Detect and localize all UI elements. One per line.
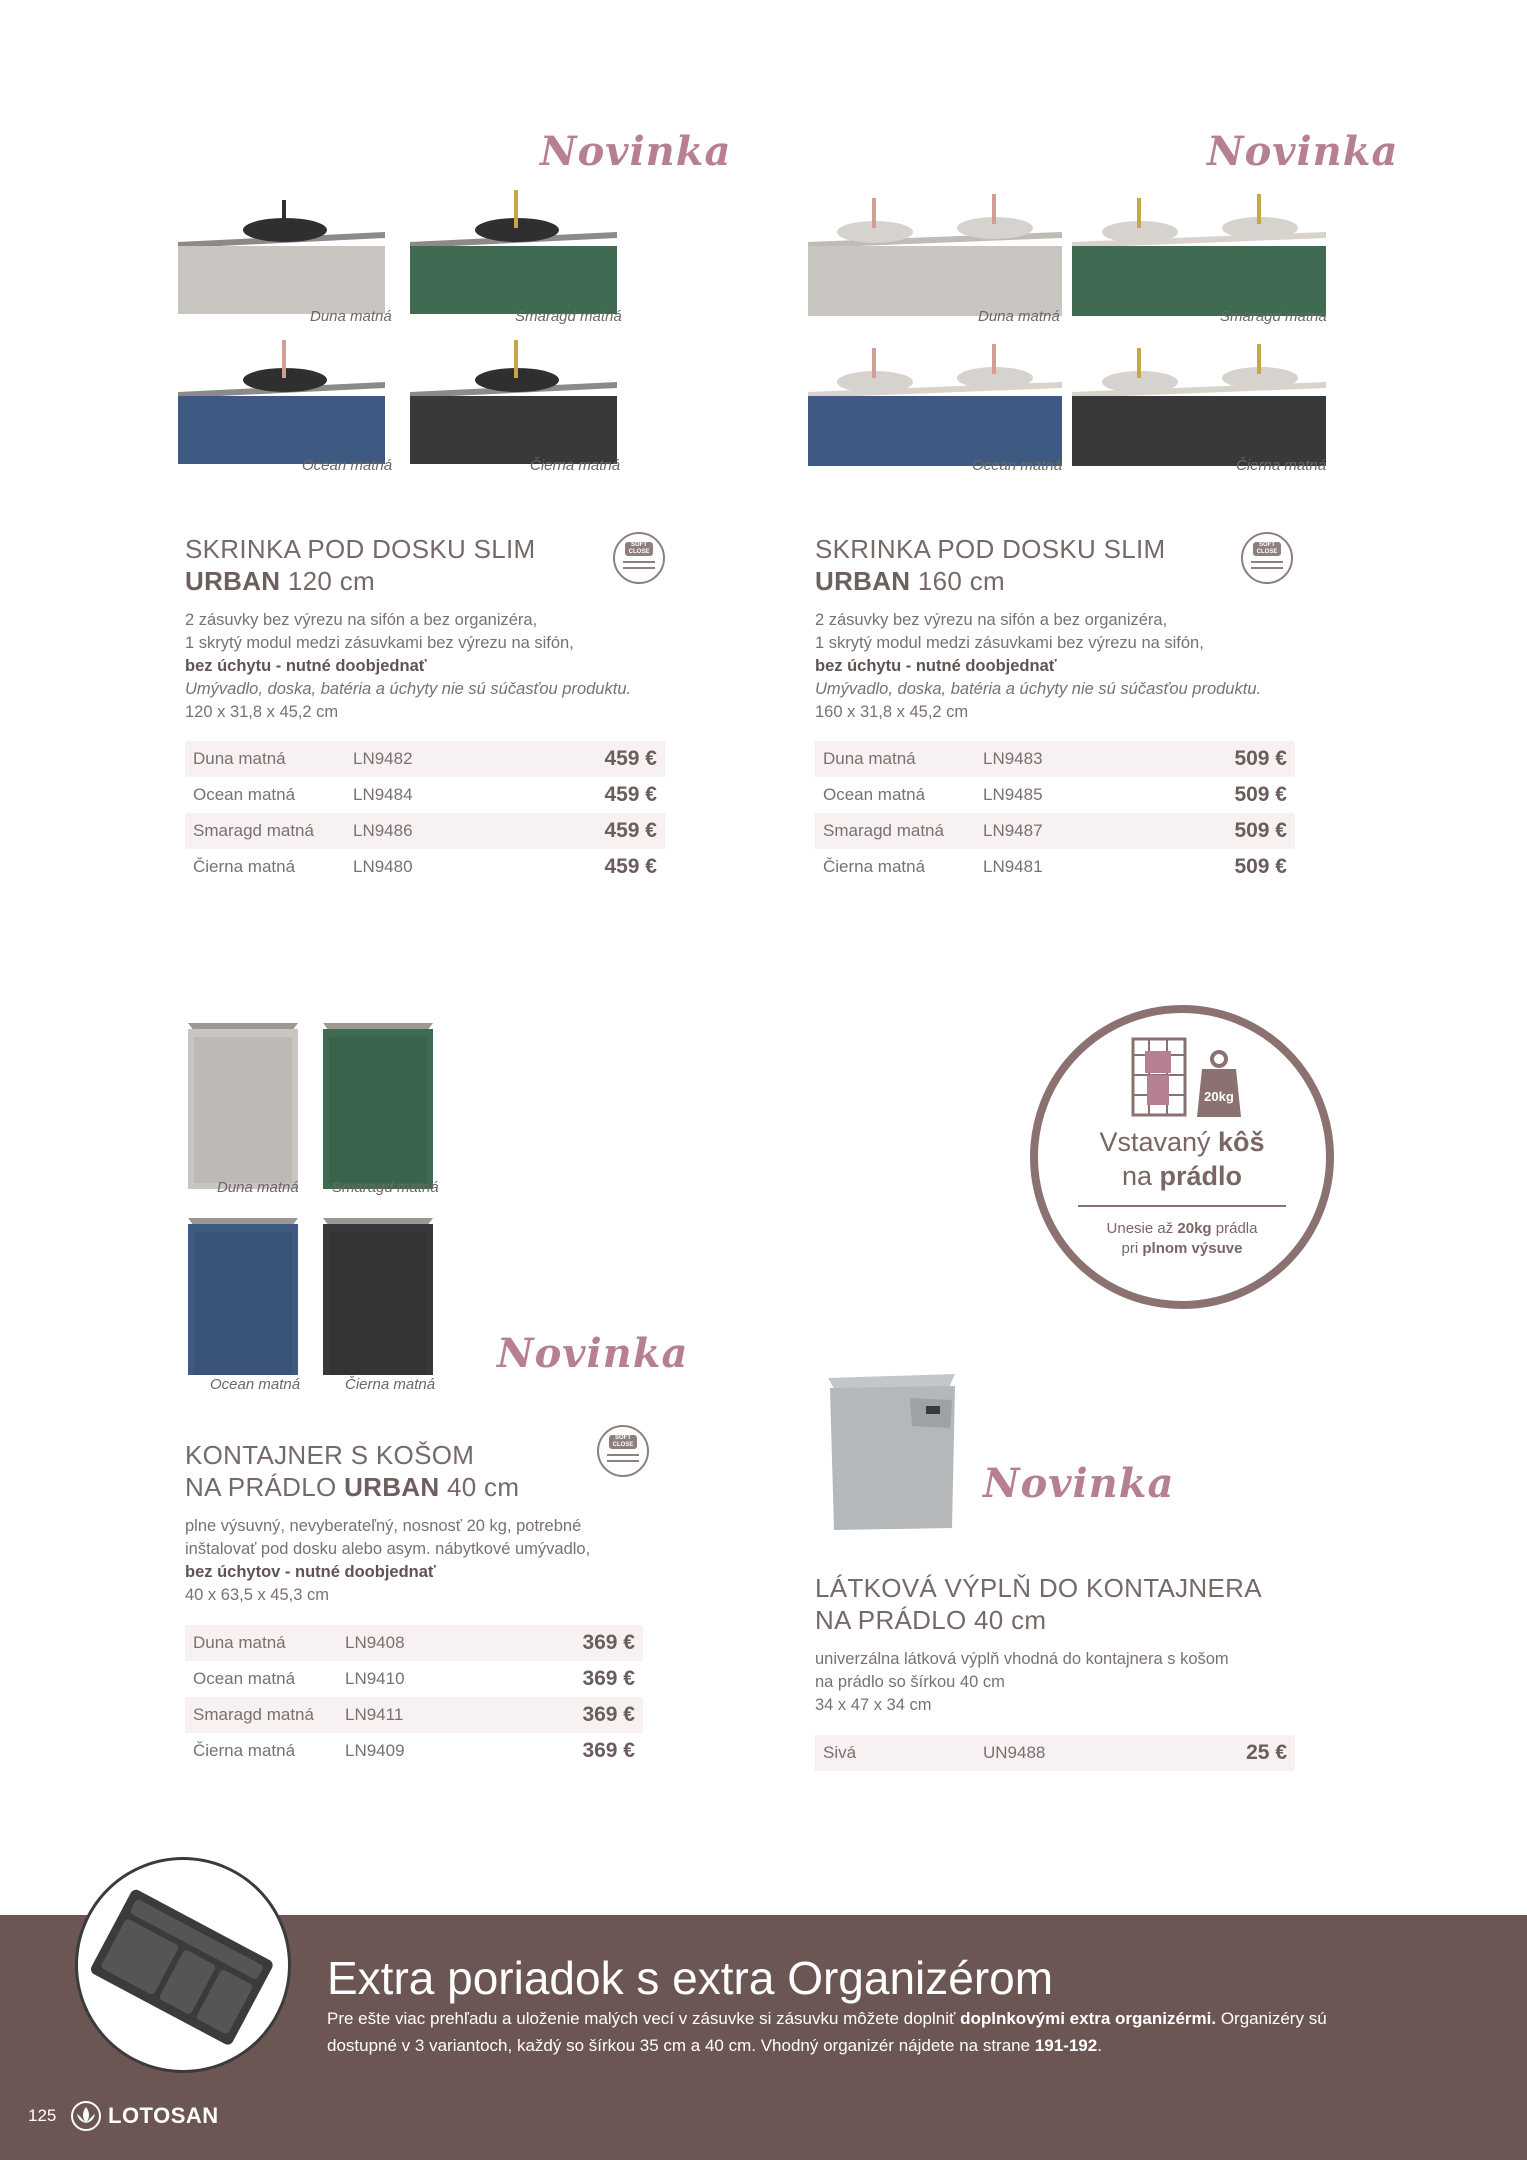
novinka-badge: Novinka [497, 1330, 689, 1377]
drawer-organizer-icon [78, 1860, 288, 2070]
vanity-cierna-160 [1072, 344, 1326, 466]
caption-ocean: Ocean matná [302, 457, 393, 474]
vanity-smaragd-120 [410, 190, 617, 314]
weight-label: 20kg [1204, 1089, 1234, 1104]
product-desc-urban-120: 2 zásuvky bez výrezu na sifón a bez organizéra, 1 skrytý modul medzi zásuvkami bez výrezu na sifón, bez úchytu - nutné doobjednať Umývadlo, doska, batéria a úchyty nie sú súčasťou produktu. 120 x 31,8 x 45,2 cm [185, 611, 632, 721]
container-ocean [188, 1218, 298, 1375]
product-title-fabric-insert: LÁTKOVÁ VÝPLŇ DO KONTAJNERA NA PRÁDLO 40 cm [815, 1573, 1262, 1635]
footer-text: Pre ešte viac prehľadu a uloženie malých vecí v zásuvke si zásuvku môžete doplniť doplnkovými extra organizérmi. Organizéry sú dostupné v 3 variantoch, každý so šírkou 35 cm a 40 cm. Vhodný organizér nájdete na strane 191-192. [327, 2009, 1327, 2055]
novinka-badge: Novinka [1207, 128, 1399, 175]
product-desc-kontajner: plne výsuvný, nevyberateľný, nosnosť 20 kg, potrebné inštalovať pod dosku alebo asym. nábytkové umývadlo, bez úchytov - nutné doobjednať 40 x 63,5 x 45,3 cm [185, 1517, 591, 1604]
price-table-urban-120 [185, 741, 665, 885]
vanity-cierna-120 [410, 340, 617, 464]
product-title-urban-160: SKRINKA POD DOSKU SLIM URBAN 160 cm [815, 534, 1166, 596]
vanity-duna-120 [178, 200, 385, 314]
price-table-kontajner [185, 1625, 643, 1769]
price-row: Ocean matná LN9410 369 € [193, 1667, 635, 1690]
product-image-urban-120 [170, 180, 670, 480]
price-row: Duna matná LN9408 369 € [185, 1625, 643, 1661]
vanity-duna-160 [808, 194, 1062, 316]
feature-circle [1030, 1005, 1334, 1309]
container-duna [188, 1023, 298, 1189]
price-table-urban-160 [815, 741, 1295, 885]
price-row: Duna matná LN9482 459 € [185, 741, 665, 777]
product-image-urban-160 [800, 180, 1340, 480]
caption-duna: Duna matná [310, 308, 392, 325]
product-image-fabric-insert [820, 1368, 965, 1533]
price-row: Čierna matná LN9409 369 € [193, 1739, 635, 1762]
price-row: Čierna matná LN9480 459 € [193, 855, 657, 878]
lotus-logo-icon [70, 2100, 102, 2132]
price-table-fabric-insert [815, 1735, 1295, 1771]
price-row: Sivá UN9488 25 € [815, 1735, 1295, 1771]
vanity-ocean-160 [808, 344, 1062, 466]
caption-ocean: Ocean matná [972, 457, 1063, 474]
caption-cierna: Čierna matná [530, 457, 621, 474]
product-title-kontajner: KONTAJNER S KOŠOM NA PRÁDLO URBAN 40 cm [185, 1440, 520, 1502]
caption-duna: Duna matná [217, 1179, 299, 1196]
price-row: Smaragd matná LN9411 369 € [185, 1697, 643, 1733]
organizer-image-circle [75, 1857, 291, 2073]
price-row: Smaragd matná LN9487 509 € [815, 813, 1295, 849]
caption-smaragd: Smaragd matná [515, 308, 622, 325]
feature-subtitle: Unesie až 20kg prádla pri plnom výsuve [1106, 1220, 1258, 1257]
price-row: Ocean matná LN9485 509 € [823, 783, 1287, 806]
caption-ocean: Ocean matná [210, 1376, 301, 1393]
soft-close-icon: SOFT CLOSE [597, 1425, 649, 1477]
laundry-basket-icon [1131, 1035, 1191, 1119]
price-row: Smaragd matná LN9486 459 € [185, 813, 665, 849]
page-number: 125 [28, 2106, 57, 2125]
container-smaragd [323, 1023, 433, 1189]
caption-cierna: Čierna matná [345, 1376, 436, 1393]
soft-close-icon: SOFT CLOSE [1241, 532, 1293, 584]
container-cierna [323, 1218, 433, 1375]
weight-icon [1196, 1049, 1242, 1119]
caption-smaragd: Smaragd matná [1220, 308, 1327, 325]
vanity-ocean-120 [178, 340, 385, 464]
feature-divider [1078, 1205, 1286, 1207]
product-title-urban-120: SKRINKA POD DOSKU SLIM URBAN 120 cm [185, 534, 536, 596]
price-row: Duna matná LN9483 509 € [815, 741, 1295, 777]
price-row: Ocean matná LN9484 459 € [193, 783, 657, 806]
soft-close-icon: SOFT CLOSE [613, 532, 665, 584]
caption-duna: Duna matná [978, 308, 1060, 325]
product-desc-fabric-insert: univerzálna látková výplň vhodná do kontajnera s košom na prádlo so šírkou 40 cm 34 x 47 x 34 cm [815, 1650, 1229, 1714]
vanity-smaragd-160 [1072, 194, 1326, 316]
novinka-badge: Novinka [540, 128, 732, 175]
footer-heading: Extra poriadok s extra Organizérom [327, 1952, 1054, 2004]
caption-cierna: Čierna matná [1236, 457, 1327, 474]
product-desc-urban-160: 2 zásuvky bez výrezu na sifón a bez organizéra, 1 skrytý modul medzi zásuvkami bez výrezu na sifón, bez úchytu - nutné doobjednať Umývadlo, doska, batéria a úchyty nie sú súčasťou produktu. 160 x 31,8 x 45,2 cm [815, 611, 1262, 721]
feature-title: Vstavaný kôš na prádlo [1099, 1127, 1265, 1191]
price-row: Čierna matná LN9481 509 € [823, 855, 1287, 878]
novinka-badge: Novinka [983, 1460, 1175, 1507]
caption-smaragd: Smaragd matná [332, 1179, 439, 1196]
brand-name: LOTOSAN [108, 2103, 219, 2128]
